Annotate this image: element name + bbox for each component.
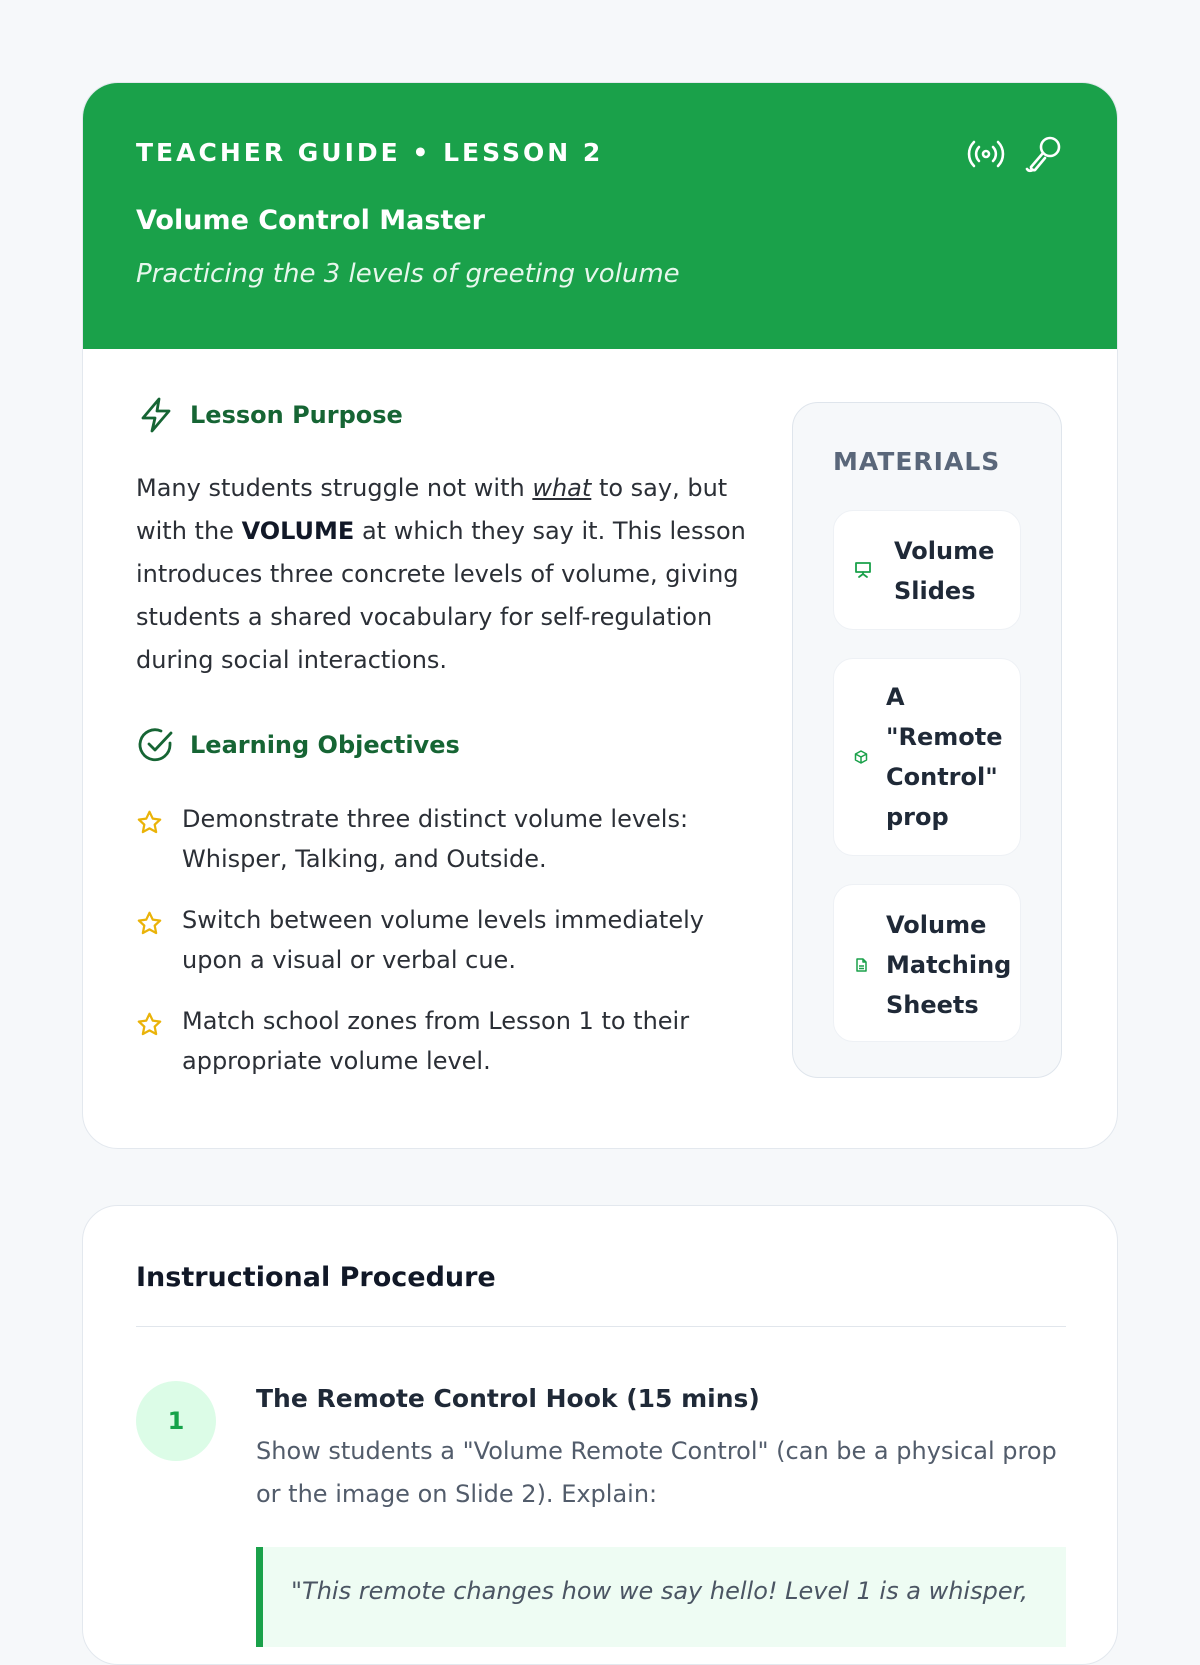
materials-heading: MATERIALS [833, 447, 1001, 476]
materials-panel [792, 402, 1062, 1078]
lesson-card [82, 82, 1118, 1149]
objective-text: Demonstrate three distinct volume levels: Whisper, Talking, and Outside. [182, 805, 689, 873]
material-label: A "Remote Control" prop [886, 683, 1003, 831]
broadcast-icon[interactable] [965, 133, 1007, 175]
objective-item [136, 799, 736, 879]
lesson-subtitle: Practicing the 3 levels of greeting volume [136, 259, 680, 289]
step-body: Show students a "Volume Remote Control" (can be a physical prop or the image on Slide 2). Explain: [256, 1437, 1057, 1508]
objective-text: Match school zones from Lesson 1 to their appropriate volume level. [182, 1007, 690, 1075]
star-icon [136, 808, 163, 835]
purpose-heading: Lesson Purpose [190, 401, 403, 429]
emphasis-volume: VOLUME [241, 517, 355, 545]
document-icon [854, 957, 868, 971]
divider [136, 1326, 1066, 1327]
presentation-icon [854, 561, 872, 579]
lesson-title: Volume Control Master [136, 205, 485, 236]
procedure-heading: Instructional Procedure [136, 1262, 496, 1293]
procedure-card [82, 1205, 1118, 1665]
objective-item [136, 1001, 736, 1081]
objectives-section-header [136, 725, 460, 765]
objectives-list [136, 799, 736, 1102]
purpose-text: Many students struggle not with what to say, but with the VOLUME at which they say it. This lesson introduces three concrete levels of volume, giving students a shared vocabulary for self-regulation during social interactions. [136, 474, 746, 674]
material-label: Volume Matching Sheets [886, 911, 1012, 1019]
header-icon-group [965, 133, 1065, 175]
star-icon [136, 909, 163, 936]
lesson-eyebrow: TEACHER GUIDE • LESSON 2 [136, 138, 604, 167]
material-item-sheets[interactable] [833, 884, 1021, 1042]
purpose-section-header [136, 395, 403, 435]
step-title: The Remote Control Hook (15 mins) [256, 1384, 760, 1413]
check-circle-icon [136, 725, 176, 765]
emphasis-what: what [532, 474, 592, 502]
objective-item [136, 900, 736, 980]
lightning-icon [136, 395, 176, 435]
objective-text: Switch between volume levels immediately upon a visual or verbal cue. [182, 906, 704, 974]
step-quote: "This remote changes how we say hello! Level 1 is a whisper, [256, 1547, 1066, 1647]
step-number-badge: 1 [136, 1381, 216, 1461]
star-icon [136, 1010, 163, 1037]
microphone-icon[interactable] [1023, 133, 1065, 175]
objectives-heading: Learning Objectives [190, 731, 460, 759]
material-label: Volume Slides [894, 537, 995, 605]
cube-icon [854, 749, 868, 763]
lesson-header [83, 83, 1117, 349]
material-item-slides[interactable] [833, 510, 1021, 630]
material-item-remote[interactable] [833, 658, 1021, 856]
